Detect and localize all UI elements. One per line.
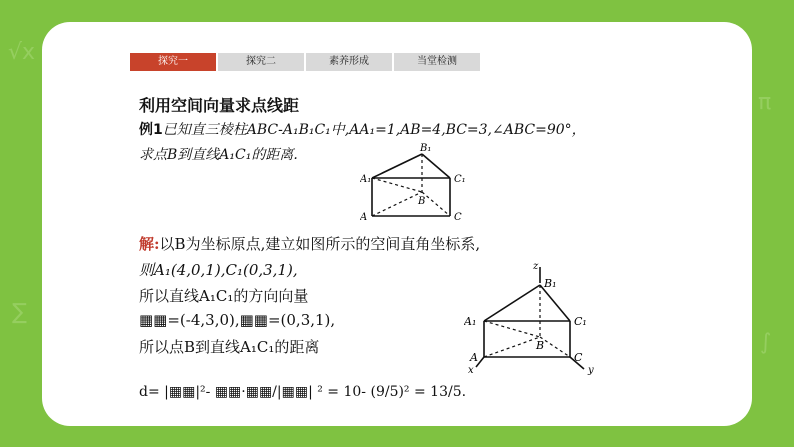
solution-line-2: 则A₁(4,0,1),C₁(0,3,1), xyxy=(139,261,298,279)
label-A-small: A xyxy=(360,212,368,223)
slide-panel xyxy=(42,22,752,426)
tab-bar xyxy=(130,53,482,71)
tab-explore-2[interactable]: 探究二 xyxy=(218,53,304,71)
tab-literacy[interactable]: 素养形成 xyxy=(306,53,392,71)
section-title: 利用空间向量求点线距 xyxy=(139,96,300,115)
label-B1-large: B₁ xyxy=(544,277,557,290)
prism-figure-large xyxy=(464,257,616,375)
solution-line-4: ▦▦=(-4,3,0),▦▦=(0,3,1), xyxy=(139,311,336,329)
label-B1-small: B₁ xyxy=(420,143,432,154)
example-text-1: 已知直三棱柱ABC-A₁B₁C₁中,AA₁=1,AB=4,BC=3,∠ABC=90°， xyxy=(162,122,586,138)
label-C1-small: C₁ xyxy=(454,174,466,185)
label-C-small: C xyxy=(454,212,462,223)
label-A1-large: A₁ xyxy=(464,315,477,328)
label-C1-large: C₁ xyxy=(574,315,587,328)
label-x-axis: x xyxy=(468,365,474,375)
prism-figure-small xyxy=(360,140,470,228)
background-doodle: ∫ xyxy=(760,330,772,355)
example-line-2: 求点B到直线A₁C₁的距离. xyxy=(139,147,298,163)
label-A1-small: A₁ xyxy=(360,174,372,185)
tab-explore-1[interactable]: 探究一 xyxy=(130,53,216,71)
example-line-1 xyxy=(139,119,586,139)
label-A-large: A xyxy=(470,351,478,364)
solution-line-3: 所以直线A₁C₁的方向向量 xyxy=(139,287,309,305)
background-doodle: √x xyxy=(8,40,36,65)
label-y-axis: y xyxy=(588,365,594,375)
background-doodle: ∑ xyxy=(12,300,27,325)
label-z-axis: z xyxy=(533,261,539,272)
label-C-large: C xyxy=(574,351,583,364)
solution-label: 解: xyxy=(139,235,160,253)
tab-class-test[interactable]: 当堂检测 xyxy=(394,53,480,71)
label-B-small: B xyxy=(418,196,426,207)
solution-line-5: 所以点B到直线A₁C₁的距离 xyxy=(139,338,320,356)
distance-formula: d= |▦▦|²- ▦▦·▦▦/|▦▦| ² = 10- (9/5)² = 13/5. xyxy=(139,384,467,400)
background-doodle: π xyxy=(758,90,772,115)
solution-line-1 xyxy=(139,233,480,254)
example-label: 例1 xyxy=(139,122,163,138)
label-B-large: B xyxy=(536,339,545,352)
solution-text-1: 以B为坐标原点,建立如图所示的空间直角坐标系, xyxy=(159,235,481,253)
